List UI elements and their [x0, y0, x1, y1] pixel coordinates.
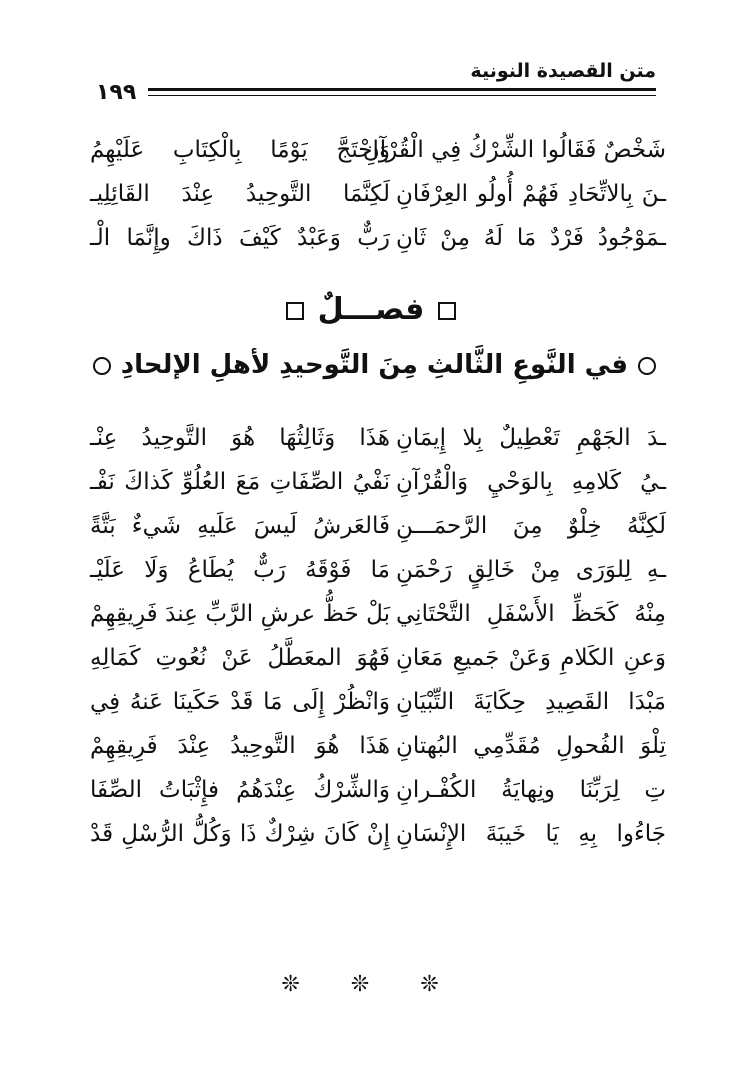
first-hemistich: بَلْ حَظُّ عرشِ الرَّبِّ عِندَ فَرِيقِهِمْ	[90, 601, 390, 627]
verse-line	[90, 548, 666, 592]
second-hemistich: شَخْصٌ فَقَالُوا الشِّرْكُ فِي الْقُرْآنِ	[362, 137, 666, 163]
page-number: ١٩٩	[96, 80, 137, 105]
first-hemistich: إِنْ كَانَ شِرْكٌ ذَا وَكُلُّ الرُّسْلِ قَدْ	[90, 821, 390, 847]
header-rule	[148, 88, 656, 96]
second-hemistich: لَكِنَّهُ خِلْوٌ مِنَ الرَّحمَـــنِ	[396, 513, 666, 539]
verse-line	[90, 592, 666, 636]
first-hemistich: رَبٌّ وَعَبْدٌ كَيْفَ ذَاكَ وإِنَّمَا الْـ	[90, 225, 390, 251]
first-hemistich: فَهُوَ المعَطَّلُ عَنْ نُعُوتِ كَمَالِهِ	[90, 645, 390, 671]
square-ornament-icon	[286, 302, 304, 320]
verse-line	[90, 504, 666, 548]
first-hemistich: وَاحْتَجَّ يَوْمًا بِالْكِتَابِ عَلَيْهِمُ	[90, 137, 390, 163]
first-hemistich: مَا فَوْقَهُ رَبٌّ يُطَاعُ وَلَا عَلَيْـ	[90, 557, 390, 583]
second-hemistich: مِنْهُ كَحَظِّ الأَسْفَلِ التَّحْتَانِي	[396, 601, 666, 627]
second-hemistich: ـمَوْجُودُ فَرْدٌ مَا لَهُ مِنْ ثَانِ	[396, 225, 666, 251]
second-hemistich: ـهِ لِلوَرَى مِنْ خَالِقٍ رَحْمَنِ	[396, 557, 666, 583]
second-hemistich: مَبْدَا القَصِيدِ حِكَايَةَ التِّبْيَانِ	[396, 689, 666, 715]
chapter-title	[0, 292, 742, 327]
second-hemistich: تِلْوَ الفُحولِ مُقَدِّمِي البُهتانِ	[396, 733, 666, 759]
circle-ornament-icon	[93, 357, 111, 375]
second-hemistich: ـنَ بِالاتِّحَادِ فَهُمْ أُولُو العِرْفَانِ	[396, 181, 666, 207]
second-hemistich: تِ لِرَبِّنَا ونِهايَةُ الكُفْـرانِ	[396, 777, 666, 803]
first-hemistich: وَانْظُرْ إِلَى مَا قَدْ حَكَينَا عَنهُ فِي	[90, 689, 390, 715]
verse-line	[90, 172, 666, 216]
first-hemistich: وَالشِّرْكُ عِنْدَهُمُ فإِثْبَاتُ الصِّفَا	[90, 777, 390, 803]
first-hemistich: لَكِنَّمَا التَّوحِيدُ عِنْدَ القَائِلِيـ	[90, 181, 390, 207]
verse-line	[90, 768, 666, 812]
verse-line	[90, 680, 666, 724]
verse-line	[90, 636, 666, 680]
section-heading	[90, 350, 666, 380]
verse-line	[90, 460, 666, 504]
section-heading-text: في النَّوعِ الثَّالثِ مِنَ التَّوحيدِ لأهلِ الإلحادِ	[120, 350, 628, 380]
verse-line	[90, 812, 666, 856]
square-ornament-icon	[438, 302, 456, 320]
closing-ornament: ❊ ❊ ❊	[281, 972, 461, 997]
circle-ornament-icon	[638, 357, 656, 375]
chapter-title-text: فصـــلٌ	[317, 292, 425, 327]
verse-line	[90, 724, 666, 768]
first-hemistich: هَذَا وَثَالِثُهَا هُوَ التَّوحِيدُ عِنْـ	[90, 425, 390, 451]
running-header	[96, 60, 656, 104]
first-hemistich: هَذَا هُوَ التَّوحِيدُ عِنْدَ فَرِيقِهِمْ	[90, 733, 390, 759]
second-hemistich: جَاءُوا بِهِ يَا خَيبَةَ الإِنْسَانِ	[396, 821, 666, 847]
verse-line	[90, 128, 666, 172]
intro-poem	[90, 128, 666, 260]
verse-line	[90, 216, 666, 260]
second-hemistich: وَعنِ الكَلامِ وَعَنْ جَميعِ مَعَانِ	[396, 645, 666, 671]
book-title: متن القصيدة النونية	[470, 60, 656, 82]
verse-line	[90, 416, 666, 460]
main-poem	[90, 416, 666, 856]
first-hemistich: نَفْيُ الصِّفَاتِ مَعَ العُلُوِّ كَذاكَ نَفْـ	[90, 469, 390, 495]
second-hemistich: ـيُ كَلامِهِ بِالوَحْيِ وَالْقُرْآنِ	[396, 469, 666, 495]
second-hemistich: ـدَ الجَهْمِ تَعْطِيلٌ بِلا إِيمَانِ	[396, 425, 666, 451]
first-hemistich: فَالعَرشُ لَيسَ عَلَيهِ شَيءٌ بَتَّةً	[90, 513, 390, 539]
